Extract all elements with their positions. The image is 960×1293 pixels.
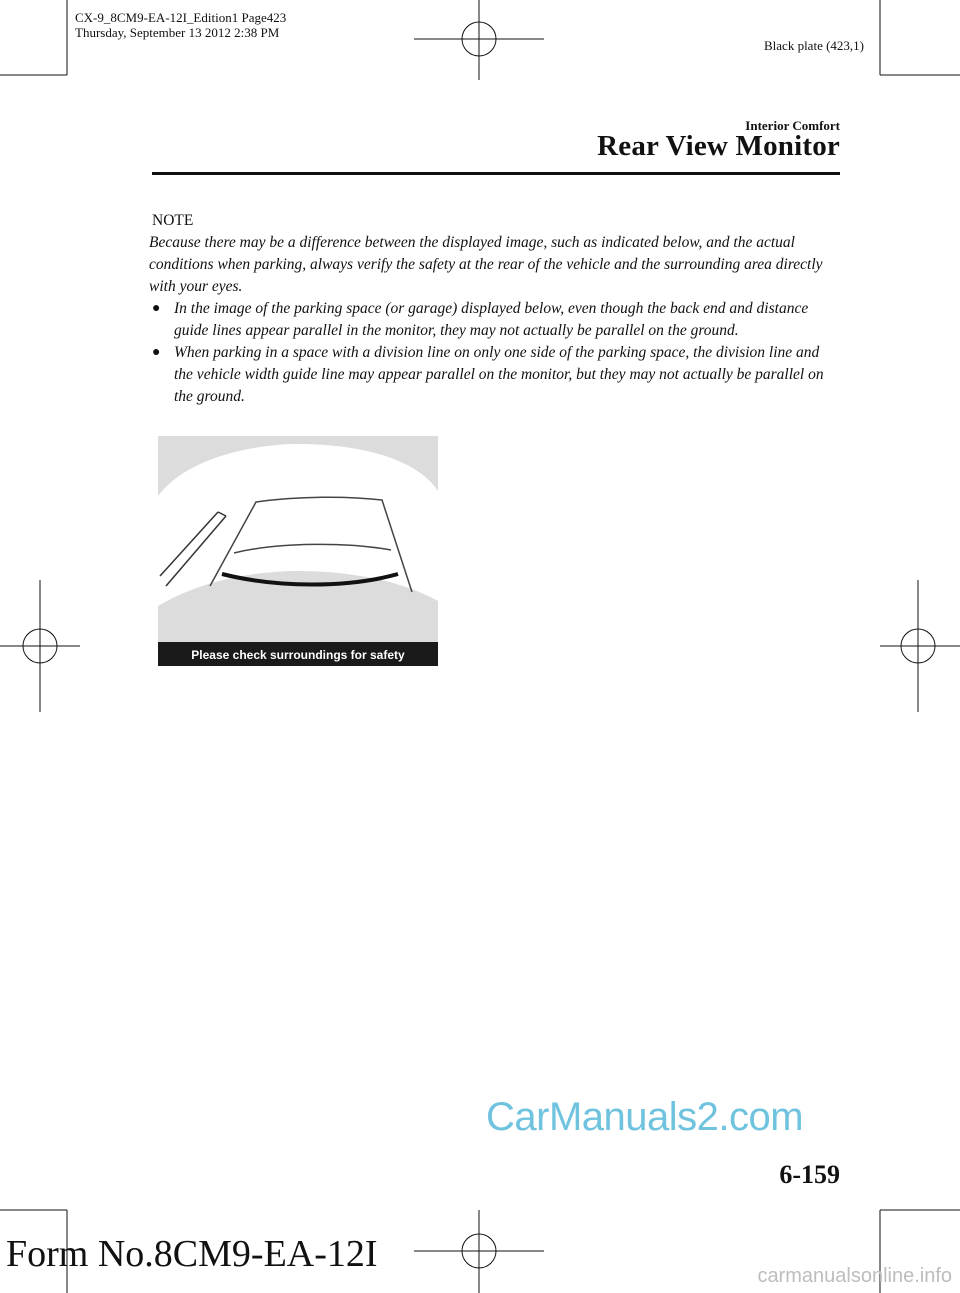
section-title: Interior Comfort [745,118,840,133]
watermark-footer: carmanualsonline.info [757,1265,952,1287]
bullet-icon: ● [152,345,161,360]
plate-label: Black plate (423,1) [764,38,864,53]
page-number: 6-159 [779,1160,840,1189]
form-number: Form No.8CM9-EA-12I [6,1233,378,1275]
header-rule [152,172,840,175]
monitor-caption: Please check surroundings for safety [191,648,405,662]
watermark: CarManuals2.com [486,1095,804,1139]
chapter-title: Rear View Monitor [597,130,840,162]
note-intro: Because there may be a difference between the displayed image, such as indicated below, and the actual conditions when parking, always verify the safety at the rear of the vehicle and the surrounding area directly with your eyes. [149,234,823,295]
list-item [149,342,841,408]
bullet-text: In the image of the parking space (or garage) displayed below, even though the back end and distance guide lines appear parallel in the monitor, they may not actually be parallel on the ground. [174,300,809,339]
rear-view-monitor-illustration [158,436,438,666]
note-bullet-list [149,298,841,408]
print-info-line-1: CX-9_8CM9-EA-12I_Edition1 Page423 [75,10,287,25]
bullet-icon: ● [152,301,161,316]
print-info [75,10,286,40]
bullet-text: When parking in a space with a division line on only one side of the parking space, the division line and the vehicle width guide line may appear parallel on the monitor, but they may not actually be parallel on the ground. [174,344,824,405]
note-heading: NOTE [152,212,194,229]
print-info-line-2: Thursday, September 13 2012 2:38 PM [75,25,280,40]
list-item [149,298,841,342]
